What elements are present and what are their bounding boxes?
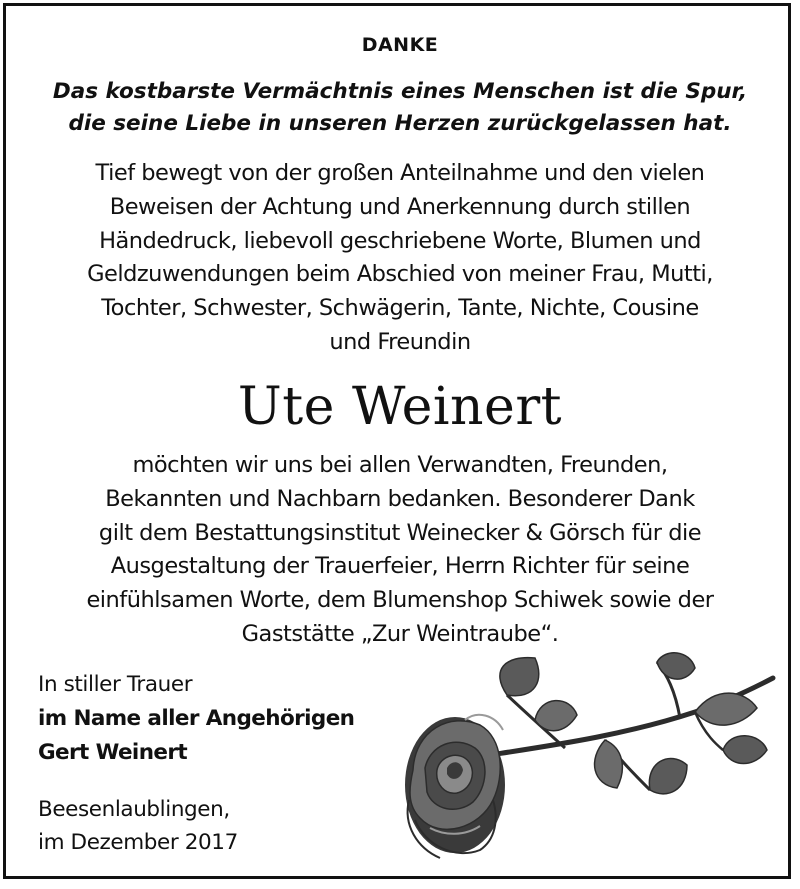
rose-leaf <box>657 653 695 679</box>
intro-paragraph <box>20 157 780 360</box>
deceased-name: Ute Weinert <box>237 377 563 437</box>
notice-heading: DANKE <box>361 34 439 56</box>
thanks-line: einfühlsamen Worte, dem Blumenshop Schiwek sowie der <box>86 587 714 614</box>
place: Beesenlaublingen, <box>38 797 230 822</box>
rose-leaf <box>723 736 767 764</box>
thanks-line: möchten wir uns bei allen Verwandten, Freunden, <box>132 452 668 478</box>
thanks-line: Ausgestaltung der Trauerfeier, Herrn Richter für seine <box>110 553 690 580</box>
quote-line: die seine Liebe in unseren Herzen zurückgelassen hat. <box>68 111 732 136</box>
rose-leaf <box>500 658 539 696</box>
quote-line: Das kostbarste Vermächtnis eines Menschen ist die Spur, <box>52 79 748 104</box>
thanks-line: Bekannten und Nachbarn bedanken. Besonderer Dank <box>105 485 695 512</box>
rose-leaf <box>649 758 687 793</box>
intro-line: und Freundin <box>329 328 471 355</box>
date: im Dezember 2017 <box>38 830 238 855</box>
intro-line: Tief bewegt von der großen Anteilnahme und den vielen <box>95 160 705 186</box>
rose-leaf <box>595 740 623 788</box>
memorial-quote <box>20 76 780 140</box>
thanks-line: Gaststätte „Zur Weintraube“. <box>241 620 559 647</box>
intro-line: Händedruck, liebevoll geschriebene Worte, Blumen und <box>99 227 701 254</box>
signature-block <box>38 668 354 770</box>
rose-leaf <box>535 701 577 731</box>
thanks-line: gilt dem Bestattungsinstitut Weinecker & Görsch für die <box>98 519 702 546</box>
intro-line: Beweisen der Achtung und Anerkennung durch stillen <box>109 193 691 220</box>
intro-line: Tochter, Schwester, Schwägerin, Tante, Nichte, Cousine <box>101 295 699 322</box>
on-behalf-line: im Name aller Angehörigen <box>38 706 355 731</box>
rose-icon <box>395 650 780 875</box>
thanks-paragraph <box>20 449 780 652</box>
signer-name: Gert Weinert <box>38 740 188 765</box>
mourning-line: In stiller Trauer <box>38 672 193 697</box>
intro-line: Geldzuwendungen beim Abschied von meiner Frau, Mutti, <box>87 261 713 288</box>
place-date-block <box>38 793 238 859</box>
rose-leaf <box>695 693 757 725</box>
